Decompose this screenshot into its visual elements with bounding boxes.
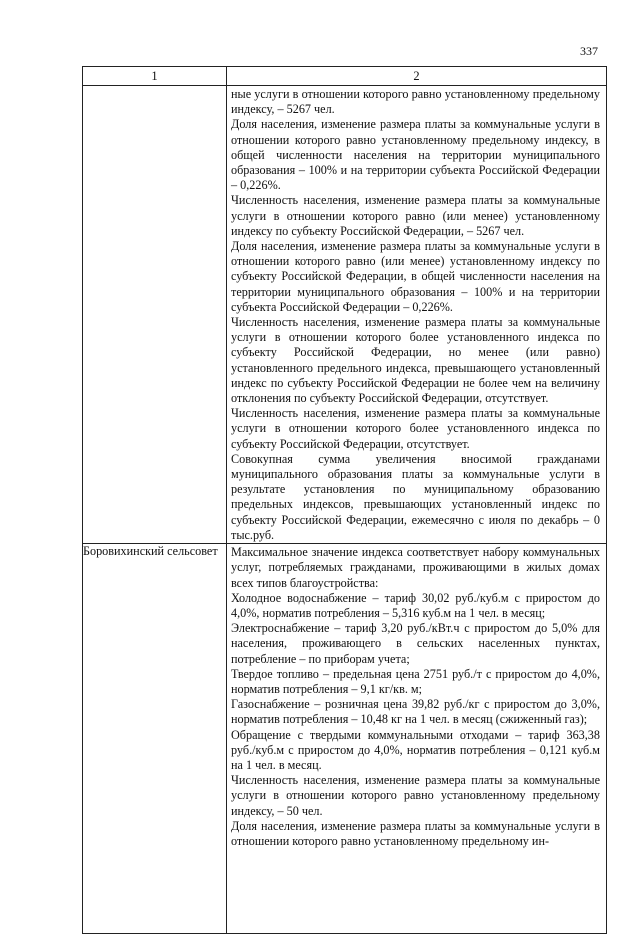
paragraph: Твердое топливо – предельная цена 2751 руб./т с приростом до 4,0%, норматив потребления – 9,1 кг/кв. м; xyxy=(231,666,600,696)
paragraph: Обращение с твердыми коммунальными отходами – тариф 363,38 руб./куб.м с приростом до 4,0%, норматив потребления – 0,121 куб.м на 1 чел. в месяц. xyxy=(231,727,600,772)
entity-cell: Боровихинский сельсовет xyxy=(83,544,227,934)
table-row xyxy=(83,544,607,934)
table-row xyxy=(83,86,607,544)
paragraph: Совокупная сумма увеличения вносимой гражданами муниципального образования платы за коммунальные услуги в результате установления по муниципальному образованию предельных индексов, превышающих установленный индекс по субъекту Российской Федерации, ежемесячно с июля по декабрь – 0 тыс.руб. xyxy=(231,451,600,542)
column-header-2: 2 xyxy=(227,67,607,86)
paragraph: Численность населения, изменение размера платы за коммунальные услуги в отношении которого равно (или менее) установленному индексу по субъекту Российской Федерации, – 5267 чел. xyxy=(231,193,600,238)
paragraph: Электроснабжение – тариф 3,20 руб./кВт.ч с приростом до 5,0% для населения, проживающего в сельских населенных пунктах, потребление – по приборам учета; xyxy=(231,621,600,666)
paragraph: Численность населения, изменение размера платы за коммунальные услуги в отношении которого более установленного индекса по субъекту Российской Федерации, отсутствует. xyxy=(231,406,600,451)
column-header-1: 1 xyxy=(83,67,227,86)
table-header-row xyxy=(83,67,607,86)
paragraph: Численность населения, изменение размера платы за коммунальные услуги в отношении которого равно установленному предельному индексу, – 50 чел. xyxy=(231,773,600,818)
paragraph: Газоснабжение – розничная цена 39,82 руб./кг с приростом до 3,0%, норматив потребления – 10,48 кг на 1 чел. в месяц (сжиженный газ); xyxy=(231,697,600,727)
data-table xyxy=(82,66,607,934)
description-cell xyxy=(227,86,607,544)
paragraph: Доля населения, изменение размера платы за коммунальные услуги в отношении которого равно (или менее) установленному индексу по субъекту Российской Федерации, в общей численности населения на территории муниципального образования – 100% и на территории субъекта Российской Федерации – 0,226%. xyxy=(231,239,600,314)
paragraph: ные услуги в отношении которого равно установленному предельному индексу, – 5267 чел. xyxy=(231,87,600,117)
description-cell xyxy=(227,544,607,934)
page-number: 337 xyxy=(580,44,598,58)
paragraph: Доля населения, изменение размера платы за коммунальные услуги в отношении которого равно установленному предельному индексу, в общей численности населения на территории муниципального образования – 100% и на территории субъекта Российской Федерации – 0,226%. xyxy=(231,117,600,193)
paragraph: Численность населения, изменение размера платы за коммунальные услуги в отношении которого более установленного индекса по субъекту Российской Федерации, но менее (или равно) установленного предельного индекса, превышающего установленный индекс по субъекту Российской Федерации не более чем на величину отклонения по субъекту Российской Федерации, отсутствует. xyxy=(231,315,600,406)
paragraph: Холодное водоснабжение – тариф 30,02 руб./куб.м с приростом до 4,0%, норматив потребления – 5,316 куб.м на 1 чел. в месяц; xyxy=(231,590,600,620)
paragraph: Максимальное значение индекса соответствует набору коммунальных услуг, потребляемых гражданами, проживающими в жилых домах всех типов благоустройства: xyxy=(231,545,600,590)
entity-cell xyxy=(83,86,227,544)
paragraph: Доля населения, изменение размера платы за коммунальные услуги в отношении которого равно установленному предельному ин- xyxy=(231,818,600,848)
